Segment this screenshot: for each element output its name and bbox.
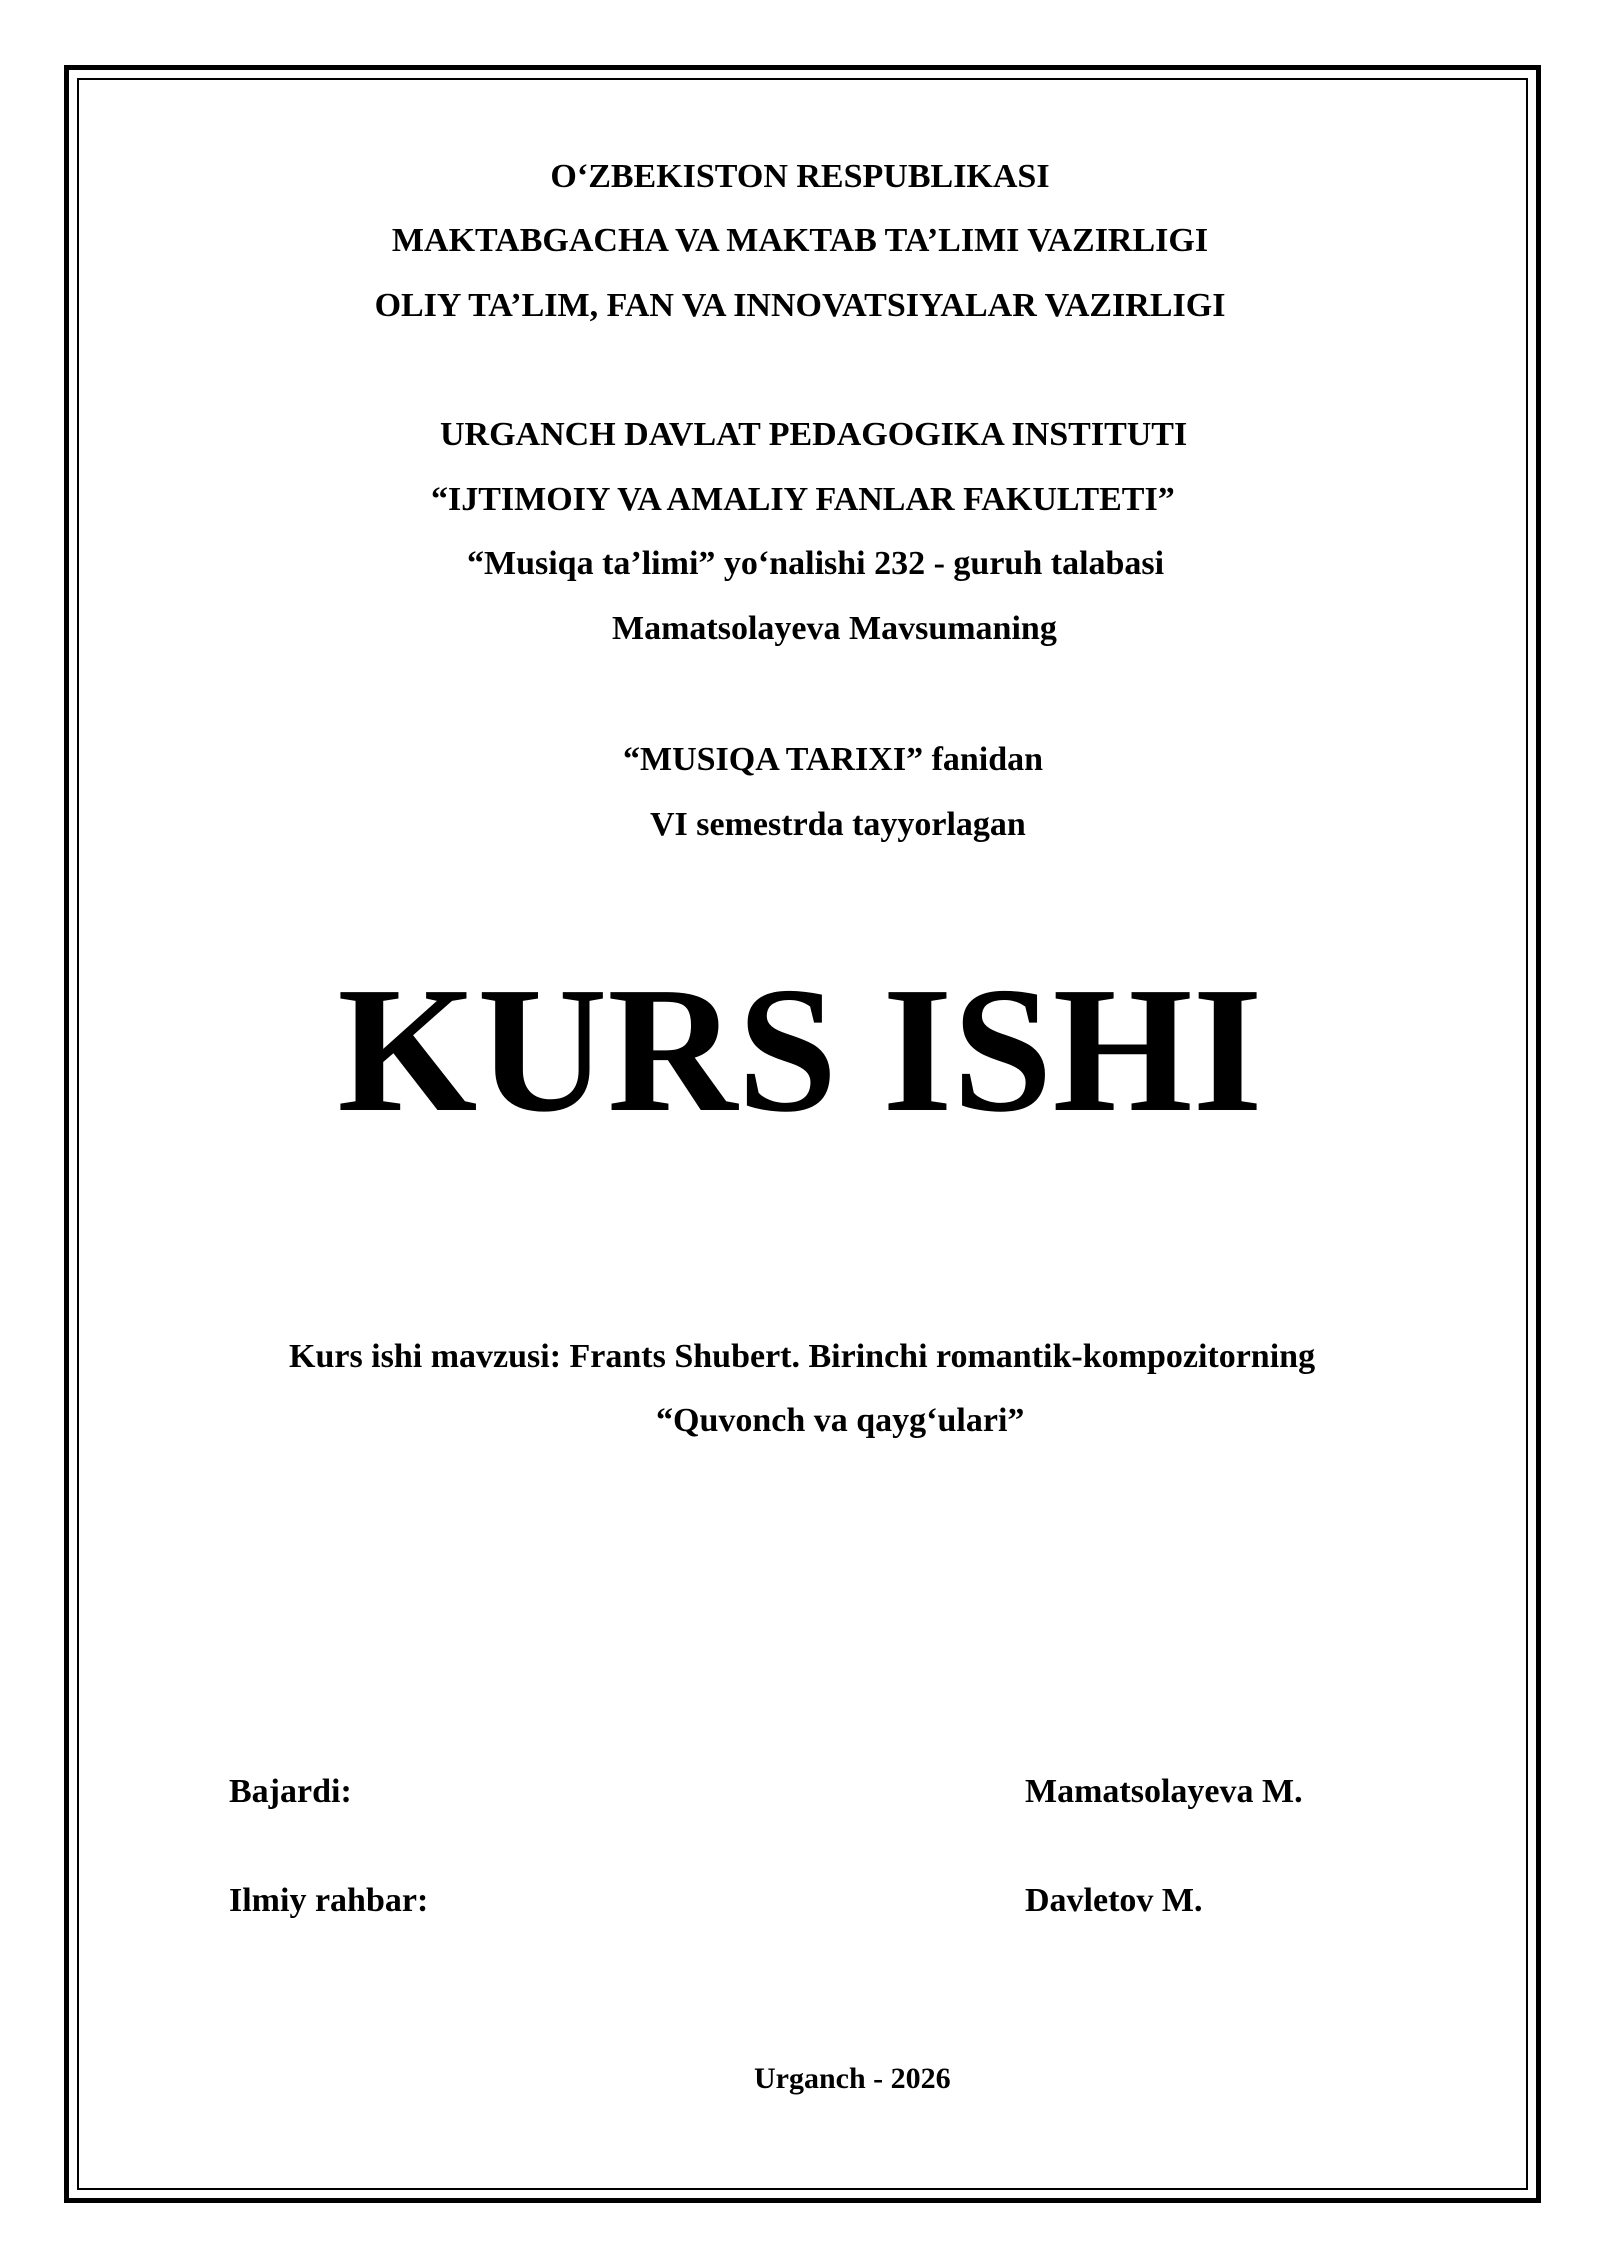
- done-by-name: Mamatsolayeva M.: [1025, 1773, 1303, 1810]
- semester-note: VI semestrda tayyorlagan: [650, 806, 1026, 843]
- faculty-name: “IJTIMOIY VA AMALIY FANLAR FAKULTETI”: [431, 481, 1175, 518]
- place-year: Urganch - 2026: [754, 2062, 951, 2095]
- student-group: “Musiqa ta’limi” yo‘nalishi 232 - guruh talabasi: [467, 545, 1165, 582]
- advisor-label: Ilmiy rahbar:: [229, 1882, 429, 1919]
- document-title: KURS ISHI: [337, 950, 1263, 1149]
- header-ministry-higher: OLIY TA’LIM, FAN VA INNOVATSIYALAR VAZIRLIGI: [374, 287, 1226, 324]
- topic-line-1: Kurs ishi mavzusi: Frants Shubert. Birinchi romantik-kompozitorning: [289, 1338, 1316, 1375]
- subject-name: “MUSIQA TARIXI” fanidan: [623, 741, 1044, 778]
- header-republic: O‘ZBEKISTON RESPUBLIKASI: [550, 158, 1050, 195]
- header-ministry-preschool: MAKTABGACHA VA MAKTAB TA’LIMI VAZIRLIGI: [391, 222, 1209, 259]
- institute-name: URGANCH DAVLAT PEDAGOGIKA INSTITUTI: [440, 416, 1188, 453]
- advisor-name: Davletov M.: [1025, 1882, 1203, 1919]
- done-by-label: Bajardi:: [229, 1773, 352, 1810]
- topic-line-2: “Quvonch va qayg‘ulari”: [656, 1402, 1025, 1439]
- student-name: Mamatsolayeva Mavsumaning: [612, 610, 1057, 647]
